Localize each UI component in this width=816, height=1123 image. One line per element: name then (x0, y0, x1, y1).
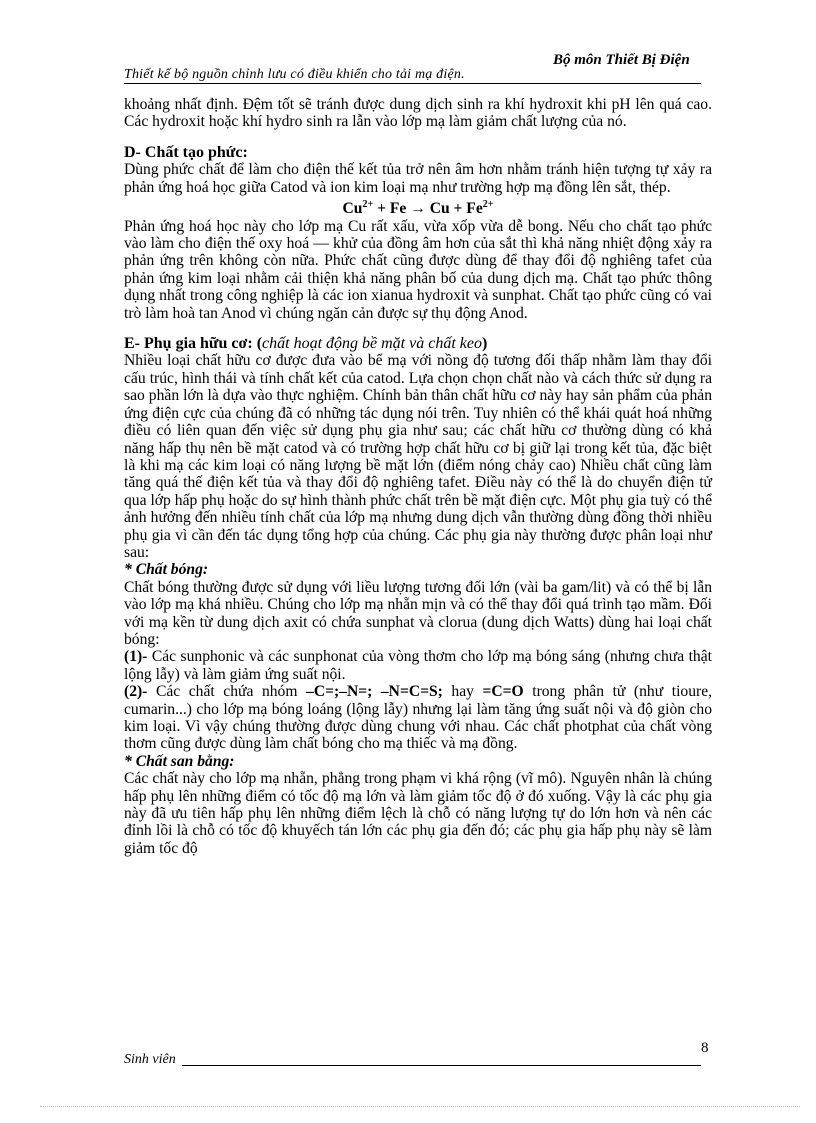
list-item-text: hay (442, 683, 483, 701)
header-department: Bộ môn Thiết Bị Điện (553, 52, 690, 68)
page-bottom-dotted-border (40, 1106, 800, 1107)
list-item (124, 648, 712, 683)
header-title: Thiết kế bộ nguồn chỉnh lưu có điều khiển cho tải mạ điện. (124, 67, 465, 82)
list-item (124, 683, 712, 753)
chemical-equation (124, 196, 712, 218)
section-heading-d: D- Chất tạo phức: (124, 143, 248, 161)
formula-fe: + Fe (373, 200, 411, 218)
paragraph: khoảng nhất định. Đệm tốt sẽ tránh được dung dịch sinh ra khí hydroxit khi pH lên quá cao. Các hydroxit hoặc khí hydro sinh ra lẫn vào lớp mạ làm giảm chất lượng của nó. (124, 96, 712, 131)
formula-cu-charge: 2+ (362, 199, 374, 211)
formula-products: Cu + Fe (425, 200, 483, 218)
list-item-text: Các chất chứa nhóm (147, 683, 307, 701)
formula-fe-charge: 2+ (482, 199, 494, 211)
section-heading-e-text: E- Phụ gia hữu cơ: ( (124, 335, 263, 353)
chemical-groups: –C=;–N=; –N=C=S; (306, 683, 443, 701)
header-divider (124, 83, 701, 84)
arrow-icon: → (410, 200, 426, 218)
list-item-text: trong phân tử (như tioure, cumarin...) cho lớp mạ bóng loáng (lộng lẫy) nhưng lại làm tăng ứng suất nội và độ giòn cho kim loại. Vì vậy chúng thường được dùng chung với nhau. Các chất photphat của chất vòng thơm cũng được dùng làm chất bóng cho mạ thiếc và mạ đồng. (124, 683, 713, 753)
page-body (124, 96, 712, 857)
page-number: 8 (701, 1040, 709, 1056)
footer (124, 1050, 701, 1068)
footer-divider (182, 1065, 701, 1066)
subsection-heading-brightener: * Chất bóng: (124, 561, 209, 579)
footer-label: Sinh viên (124, 1052, 176, 1067)
paragraph: Các chất này cho lớp mạ nhẵn, phẳng trong phạm vi khá rộng (vĩ mô). Nguyên nhân là chúng hấp phụ lên những điểm có tốc độ mạ lớn và làm giảm tốc độ ở đó xuống. Vậy là các phụ gia này đã ưu tiên hấp phụ lên những điểm lệch là chỗ có năng lượng tự do lớn hơn và nên các đỉnh lồi là chỗ có tốc độ khuyếch tán lớn các phụ gia đến đó; các phụ gia hấp phụ này sẽ làm giảm tốc độ (124, 770, 712, 857)
list-item-label: (1)- (124, 648, 148, 666)
formula-cu: Cu (342, 200, 363, 218)
paragraph: Phản ứng hoá học này cho lớp mạ Cu rất xấu, vừa xốp vừa dễ bong. Nếu cho chất tạo phức vào làm cho điện thế oxy hoá — khử của đồng âm hơn của sắt thì khả năng nhiệt động xảy ra phản ứng trên không còn nữa. Phức chất cũng được dùng để thay đổi độ nghiêng tafet của phản ứng kim loại nhằm cải thiện khả năng phân bố của dung dịch mạ. Chất tạo phức thông dụng nhất trong công nghiệp là các ion xianua hydroxit và sunphat. Chất tạo phức cũng có vai trò làm hoà tan Anod vì chúng ngăn cản được sự thụ động Anod. (124, 217, 712, 322)
section-heading-e (124, 335, 712, 352)
carbonyl-group: =C=O (482, 683, 524, 701)
subsection-heading-leveler: * Chất san bằng: (124, 752, 235, 770)
paragraph: Chất bóng thường được sử dụng với liều lượng tương đối lớn (vài ba gam/lit) và có thể bị lẫn vào lớp mạ khá nhiều. Chúng cho lớp mạ nhẵn mịn và có thể thay đổi quá trình tạo mầm. Đối với mạ kền từ dung dịch axit có chứa sunphat và clorua (dung dịch Watts) dùng hai loại chất bóng: (124, 578, 712, 648)
section-heading-e-close: ) (481, 335, 488, 353)
list-item-label: (2)- (124, 683, 148, 701)
paragraph: Nhiều loại chất hữu cơ được đưa vào bể mạ với nồng độ tương đối thấp nhằm làm thay đổi cấu trúc, hình thái và tính chất kết của catod. Lựa chọn chọn chất nào và cách thức sử dụng ra sao phần lớn là dựa vào thực nghiệm. Chính bản thân chất hữu cơ này hay sản phẩm của phản ứng điện cực của chúng đã có những tác dụng nói trên. Tuy nhiên có thể khái quát hoá những điều có liên quan đến việc sử dụng phụ gia như sau; các chất hữu cơ thường dùng có khả năng hấp thụ nên bề mặt catod và có trường hợp chất hữu cơ bị giữ lại trong kết tủa, đặc biệt là khi mạ các kim loại có năng lượng bề mặt lớn (điểm nóng chảy cao) Nhiều chất cũng làm tăng quá thế điện kết tủa và thay đổi độ nghiêng tafet. Điều này có thể là do chuyển điện tử qua lớp hấp phụ hoặc do sự hình thành phức chất trên bề mặt điện cực. Một phụ gia tuỳ có thể ảnh hưởng đến nhiều tính chất của lớp mạ nhưng dung dịch vẫn thường dùng đồng thời nhiều phụ gia vì cần đến tác dụng tổng hợp của chúng. Các phụ gia này thường được phân loại như sau: (124, 352, 712, 561)
paragraph: Dùng phức chất để làm cho điện thế kết tủa trở nên âm hơn nhằm tránh hiện tượng tự xảy ra phản ứng hoá học giữa Catod và ion kim loại mạ như trường hợp mạ đồng lên sắt, thép. (124, 161, 712, 196)
list-item-text: Các sunphonic và các sunphonat của vòng thơm cho lớp mạ bóng sáng (nhưng chưa thật lộng lẫy) và làm giảm ứng suất nội. (124, 648, 712, 683)
section-heading-e-note: chất hoạt động bề mặt và chất keo (262, 335, 482, 353)
